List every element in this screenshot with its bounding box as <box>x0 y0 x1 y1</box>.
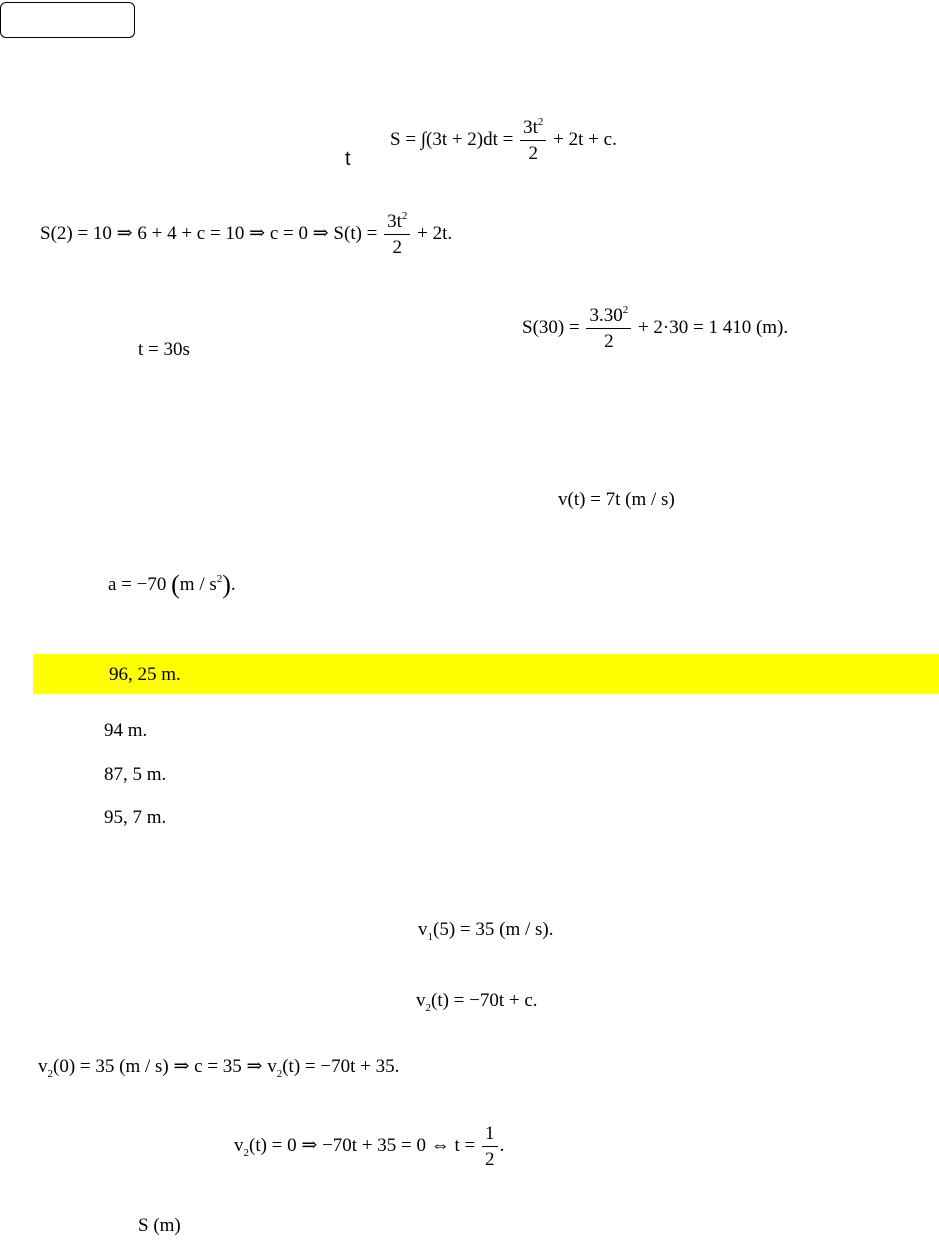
fraction-1-over-2: $\frac{1}{2}$ <box>482 1124 498 1169</box>
acceleration-equation: a = −70 $(m / s^2)$. <box>108 570 236 599</box>
option-c[interactable]: 87, 5 m. <box>104 764 167 785</box>
option-b[interactable]: 94 m. <box>104 720 148 741</box>
distance-at-30s-equation: S(30) = $\frac{3.30^2}{2}$ + 2·30 = 1 410 (m). <box>522 304 789 352</box>
velocity-v1-equation: $v_1(5) = 35$ (m / s). <box>418 919 554 943</box>
fraction-3t2-over-2: $\frac{3t^2}{2}$ <box>520 118 546 163</box>
velocity-v2-zero-equation: $v_2(t) = 0$ ⇒ −70t + 35 = 0 ⇔ t = $\frac{1}{2}$ . <box>234 1123 505 1170</box>
correct-answer-highlight[interactable] <box>33 654 939 694</box>
initial-condition-equation: S(2) = 10 ⇒ 6 + 4 + c = 10 ⇒ c = 0 ⇒ S(t) = $\frac{3t^2}{2}$ + 2t. <box>40 210 453 258</box>
option-correct: 96, 25 m. <box>109 664 181 685</box>
variable-t: t <box>345 148 351 170</box>
fraction-3t2-over-2: $\frac{3t^2}{2}$ <box>384 212 410 257</box>
distance-unit-label: S (m) <box>138 1215 181 1236</box>
option-d[interactable]: 95, 7 m. <box>104 807 167 828</box>
answer-badge <box>0 2 135 38</box>
fraction-3-30-squared-over-2: $\frac{3.30^2}{2}$ <box>586 306 631 351</box>
integral-equation: S = ∫(3t + 2)dt = $\frac{3t^2}{2}$ + 2t + c. <box>390 116 617 164</box>
time-value: t = 30s <box>138 339 190 360</box>
velocity-v2-initial-equation: $v_2(0) = 35$ (m / s) ⇒ c = 35 ⇒ $v_2(t) = -70t + 35$. <box>38 1056 400 1080</box>
velocity-v2-equation: $v_2(t) = -70t + c$. <box>416 990 538 1014</box>
velocity-equation: v(t) = 7t (m / s) <box>558 489 675 510</box>
